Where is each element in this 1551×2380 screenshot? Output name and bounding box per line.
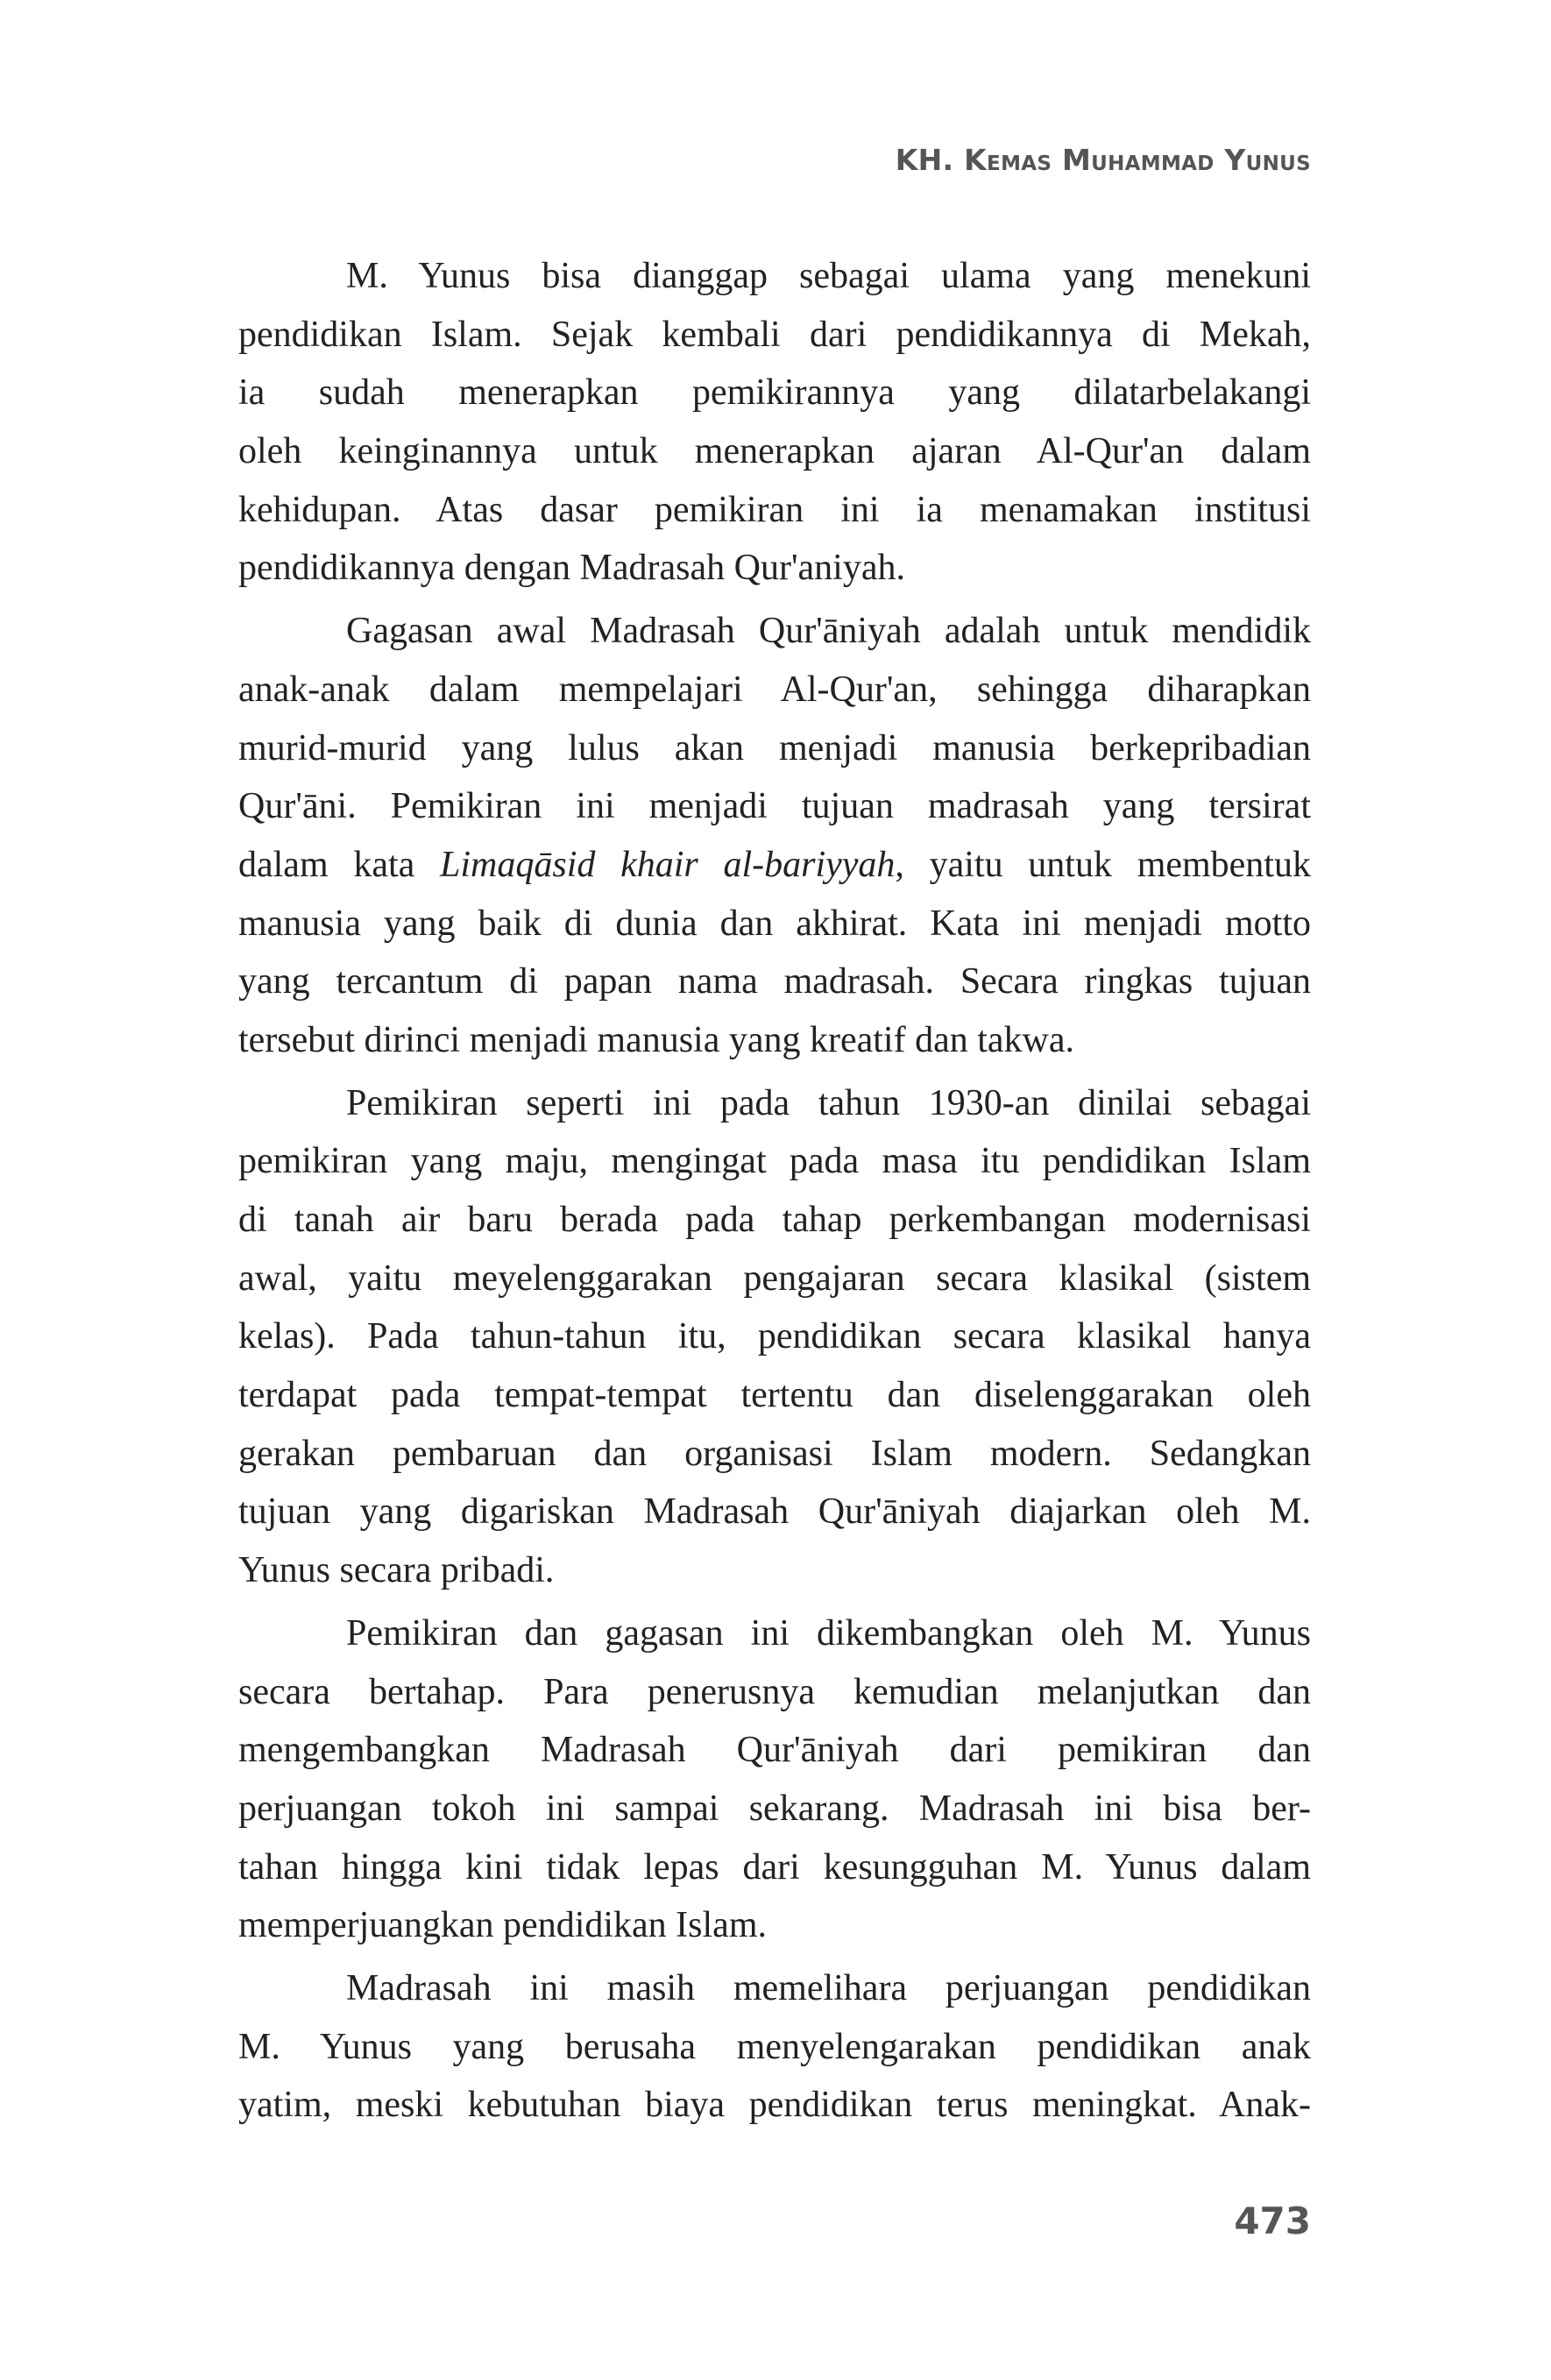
paragraph xyxy=(238,602,1311,1070)
text-segment: Pemikiran seperti ini pada tahun 1930-an dinilai sebagai xyxy=(346,1082,1311,1123)
text-line xyxy=(238,2076,1311,2135)
text-line xyxy=(238,1721,1311,1780)
text-line xyxy=(238,306,1311,365)
text-line xyxy=(238,602,1311,661)
text-line xyxy=(238,364,1311,422)
running-header: KH. Kemas Muhammad Yunus xyxy=(895,143,1311,177)
text-segment: di tanah air baru berada pada tahap perkembangan modernisasi xyxy=(238,1200,1311,1240)
text-segment: Yunus secara pribadi. xyxy=(238,1550,555,1591)
text-segment: Gagasan awal Madrasah Qur'āniyah adalah untuk mendidik xyxy=(346,611,1311,652)
paragraph xyxy=(238,247,1311,598)
text-segment: oleh keinginannya untuk menerapkan ajaran Al-Qur'an dalam xyxy=(238,431,1311,472)
text-line xyxy=(238,1483,1311,1541)
text-line xyxy=(238,1250,1311,1308)
text-line xyxy=(238,2018,1311,2077)
text-segment: gerakan pembaruan dan organisasi Islam modern. Sedangkan xyxy=(238,1433,1311,1474)
text-segment: yatim, meski kebutuhan biaya pendidikan terus meningkat. Anak- xyxy=(238,2085,1311,2126)
text-line xyxy=(238,661,1311,719)
italic-term: Limaqāsid khair al-bariyyah xyxy=(440,844,896,885)
text-line xyxy=(238,777,1311,836)
text-segment: dalam kata xyxy=(238,844,440,885)
text-line xyxy=(238,481,1311,540)
text-line xyxy=(238,1074,1311,1133)
page-number: 473 xyxy=(1234,2199,1311,2242)
paragraph xyxy=(238,1959,1311,2135)
text-segment: kehidupan. Atas dasar pemikiran ini ia menamakan institusi xyxy=(238,489,1311,530)
text-segment: anak-anak dalam mempelajari Al-Qur'an, sehingga diharapkan xyxy=(238,669,1311,710)
text-line xyxy=(238,1663,1311,1722)
text-segment: , yaitu untuk membentuk xyxy=(895,844,1311,885)
text-segment: pendidikan Islam. Sejak kembali dari pendidikannya di Mekah, xyxy=(238,314,1311,355)
text-segment: manusia yang baik di dunia dan akhirat. Kata ini menjadi motto xyxy=(238,903,1311,944)
text-segment: tujuan yang digariskan Madrasah Qur'āniyah diajarkan oleh M. xyxy=(238,1491,1311,1533)
paragraph xyxy=(238,1074,1311,1600)
text-segment: kelas). Pada tahun-tahun itu, pendidikan secara klasikal hanya xyxy=(238,1316,1311,1357)
text-segment: awal, yaitu meyelenggarakan pengajaran secara klasikal (sistem xyxy=(238,1257,1311,1299)
paragraph xyxy=(238,1604,1311,1955)
text-line xyxy=(238,895,1311,953)
text-line xyxy=(238,719,1311,778)
text-segment: secara bertahap. Para penerusnya kemudian melanjutkan dan xyxy=(238,1671,1311,1712)
text-line xyxy=(238,1780,1311,1838)
text-line xyxy=(238,1541,1311,1600)
text-segment: perjuangan tokoh ini sampai sekarang. Madrasah ini bisa ber- xyxy=(238,1788,1311,1829)
text-line xyxy=(238,1366,1311,1425)
text-segment: murid-murid yang lulus akan menjadi manusia berkepribadian xyxy=(238,727,1311,769)
text-line xyxy=(238,953,1311,1011)
text-segment: tersebut dirinci menjadi manusia yang kreatif dan takwa. xyxy=(238,1019,1075,1060)
text-segment: Pemikiran dan gagasan ini dikembangkan oleh M. Yunus xyxy=(346,1612,1311,1654)
text-segment: pemikiran yang maju, mengingat pada masa itu pendidikan Islam xyxy=(238,1141,1311,1182)
text-segment: tahan hingga kini tidak lepas dari kesungguhan M. Yunus dalam xyxy=(238,1846,1311,1888)
text-segment: Qur'āni. Pemikiran ini menjadi tujuan madrasah yang tersirat xyxy=(238,786,1311,827)
text-segment: mengembangkan Madrasah Qur'āniyah dari pemikiran dan xyxy=(238,1730,1311,1771)
text-line xyxy=(238,1959,1311,2018)
text-line xyxy=(238,1011,1311,1070)
text-line xyxy=(238,1132,1311,1191)
text-line xyxy=(238,1896,1311,1955)
text-segment: Madrasah ini masih memelihara perjuangan pendidikan xyxy=(346,1967,1311,2008)
text-line xyxy=(238,539,1311,598)
text-line xyxy=(238,422,1311,481)
text-segment: terdapat pada tempat-tempat tertentu dan diselenggarakan oleh xyxy=(238,1375,1311,1416)
text-line xyxy=(238,1604,1311,1663)
text-line xyxy=(238,247,1311,306)
text-line xyxy=(238,836,1311,895)
text-segment: M. Yunus bisa dianggap sebagai ulama yang menekuni xyxy=(346,256,1311,296)
text-segment: ia sudah menerapkan pemikirannya yang dilatarbelakangi xyxy=(238,372,1311,414)
body-text xyxy=(238,247,1311,2139)
text-segment: yang tercantum di papan nama madrasah. Secara ringkas tujuan xyxy=(238,961,1311,1002)
text-line xyxy=(238,1838,1311,1897)
text-line xyxy=(238,1191,1311,1250)
text-segment: M. Yunus yang berusaha menyelengarakan pendidikan anak xyxy=(238,2026,1311,2067)
text-segment: pendidikannya dengan Madrasah Qur'aniyah. xyxy=(238,548,905,589)
text-line xyxy=(238,1307,1311,1366)
text-segment: memperjuangkan pendidikan Islam. xyxy=(238,1905,767,1946)
text-line xyxy=(238,1425,1311,1484)
